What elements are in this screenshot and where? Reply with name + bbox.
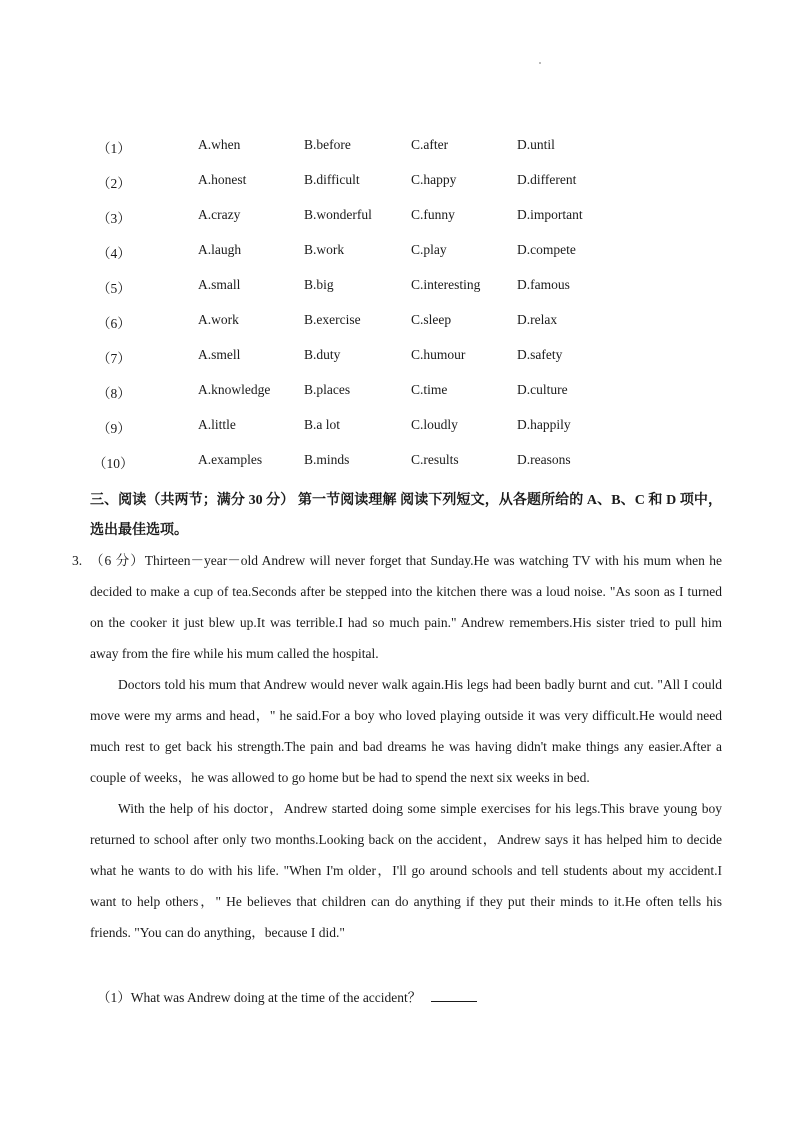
option-c: C.play xyxy=(411,242,447,257)
paragraph-1-text: （6 分）Thirteen－year－old Andrew will never forget that Sunday.He was watching TV with his mum when he decided to make a cup of tea.Seconds after be stepped into the kitchen there was a loud noise. "As soon as I turned on the cooker it just blew up.It was terrible.I had so much pain." Andrew remembers.His sister tried to pull him away from the fire while his mum called the hospital. xyxy=(90,553,722,661)
question-1-text: （1）What was Andrew doing at the time of the accident？ xyxy=(97,990,422,1005)
question-number: （5） xyxy=(97,281,131,296)
question-number: （1） xyxy=(97,141,131,156)
option-d: D.reasons xyxy=(517,452,571,467)
option-a: A.small xyxy=(198,277,241,292)
scan-dot xyxy=(539,62,541,64)
passage-paragraph-1 xyxy=(72,545,722,669)
option-b: B.work xyxy=(304,242,345,257)
option-b: B.duty xyxy=(304,347,341,362)
option-c: C.time xyxy=(411,382,448,397)
option-d: D.relax xyxy=(517,312,558,327)
option-c: C.interesting xyxy=(411,277,481,292)
question-number: （2） xyxy=(97,176,131,191)
option-c: C.loudly xyxy=(411,417,458,432)
question-number: （9） xyxy=(97,421,131,436)
option-b: B.exercise xyxy=(304,312,361,327)
option-b: B.big xyxy=(304,277,334,292)
passage-paragraph-3: With the help of his doctor，Andrew started doing some simple exercises for his legs.This brave young boy returned to school after only two months.Looking back on the accident，Andrew says it has helped him to decide what he wants to do with his life. "When I'm older，I'll go around schools and tell students about my accident.I want to help others，" He believes that children can do anything if they put their minds to it.He often tells his friends. "You can do anything，because I did." xyxy=(90,801,722,940)
option-a: A.when xyxy=(198,137,241,152)
option-c: C.humour xyxy=(411,347,466,362)
option-a: A.laugh xyxy=(198,242,242,257)
option-d: D.important xyxy=(517,207,583,222)
question-number: （7） xyxy=(97,351,131,366)
question-number: （8） xyxy=(97,386,131,401)
option-d: D.happily xyxy=(517,417,571,432)
option-c: C.after xyxy=(411,137,449,152)
reading-passage xyxy=(72,545,722,948)
question-1 xyxy=(97,986,477,1006)
option-b: B.minds xyxy=(304,452,350,467)
option-a: A.honest xyxy=(198,172,247,187)
option-c: C.results xyxy=(411,452,459,467)
option-b: B.a lot xyxy=(304,417,340,432)
passage-number: 3. xyxy=(72,553,83,568)
passage-paragraph-2: Doctors told his mum that Andrew would never walk again.His legs had been badly burnt and cut. "All I could move were my arms and head，" he said.For a boy who loved playing outside it was very difficult.He would need much rest to get back his strength.The pain and bad dreams he was having didn't make things any easier.After a couple of weeks，he was allowed to go home but be had to spend the next six weeks in bed. xyxy=(90,677,722,785)
option-a: A.work xyxy=(198,312,239,327)
answer-blank[interactable] xyxy=(431,989,477,1002)
option-c: C.funny xyxy=(411,207,455,222)
option-a: A.smell xyxy=(198,347,241,362)
option-c: C.sleep xyxy=(411,312,452,327)
option-b: B.difficult xyxy=(304,172,360,187)
option-d: D.different xyxy=(517,172,577,187)
option-b: B.before xyxy=(304,137,351,152)
option-d: D.famous xyxy=(517,277,570,292)
option-a: A.crazy xyxy=(198,207,241,222)
question-number: （6） xyxy=(97,316,131,331)
option-d: D.until xyxy=(517,137,555,152)
option-b: B.wonderful xyxy=(304,207,372,222)
question-number: （3） xyxy=(97,211,131,226)
option-d: D.compete xyxy=(517,242,576,257)
option-d: D.safety xyxy=(517,347,563,362)
option-a: A.little xyxy=(198,417,236,432)
option-a: A.examples xyxy=(198,452,263,467)
option-c: C.happy xyxy=(411,172,457,187)
question-number: （4） xyxy=(97,246,131,261)
question-number: （10） xyxy=(93,456,134,471)
option-b: B.places xyxy=(304,382,351,397)
option-d: D.culture xyxy=(517,382,568,397)
option-a: A.knowledge xyxy=(198,382,271,397)
section-heading: 三、阅读（共两节；满分 30 分） 第一节阅读理解 阅读下列短文，从各题所给的 A、B、C 和 D 项中，选出最佳选项。 xyxy=(90,493,722,538)
